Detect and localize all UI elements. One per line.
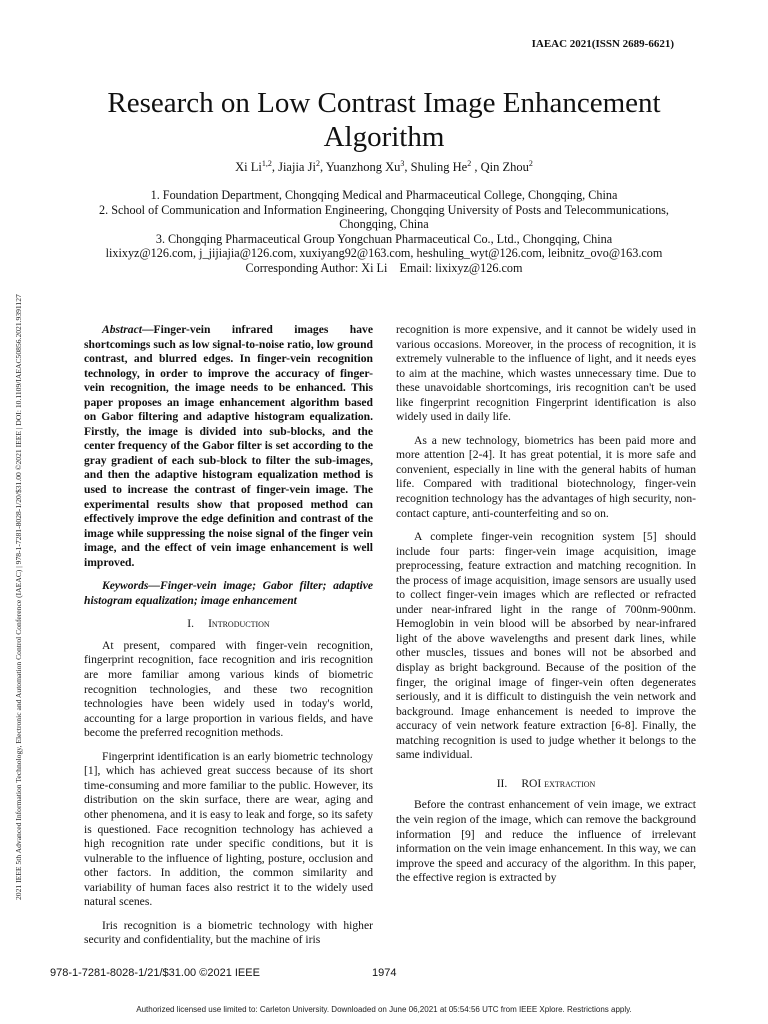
left-column [84, 323, 373, 948]
footer-isbn: 978-1-7281-8028-1/21/$31.00 ©2021 IEEE [50, 967, 260, 979]
title-line-2: Algorithm [323, 121, 445, 153]
paragraph: At present, compared with finger-vein recognition, fingerprint recognition, face recognition and iris recognition are more familiar among various kinds of biometric recognition technologies, and these two recognition technologies have been widely used in today's world, accounting for a large proportion in various fields, and have become the preferred recognition methods. [84, 638, 373, 740]
author-name: Jiajia Ji [278, 160, 316, 175]
author-list: Xi Li$^{1,2}$, Jiajia Ji$^2$, Yuanzhong Xu$^3$, Shuling He$^2$ , Qin Zhou$^2$ [235, 159, 533, 175]
paragraph: As a new technology, biometrics has been paid more and more attention [2-4]. It has great potential, it is more safe and convenient, especially in line with the general habits of human life. Compared with traditional biotechnology, finger-vein recognition technology has the advantages of high security, non-contact capture, anti-counterfeiting and so on. [396, 433, 696, 520]
section-heading-roi [396, 777, 696, 792]
author-name: Shuling He [410, 160, 468, 175]
keywords-text: —Finger-vein image; Gabor filter; adaptive histogram equalization; image enhancement [84, 579, 373, 607]
paper-title [60, 86, 708, 154]
section-title: Introduction [208, 617, 270, 631]
title-line-1: Research on Low Contrast Image Enhancement [107, 87, 661, 119]
affiliations [70, 188, 698, 276]
paragraph: Fingerprint identification is an early biometric technology [1], which has achieved great success because of its short time-consuming and more familiar to the public. However, its distribution on the skin surface, there are wear, aging and other phenomena, and it is easy to leak and forge, so its safety is questioned. Face recognition technology has achieved a high recognition rate under specific conditions, but it is vulnerable to the influence of lighting, posture, occlusion and other factors. In addition, the common similarity and variability of human faces also restrict it to the widely used natural scenes. [84, 749, 373, 909]
author-emails: lixixyz@126.com, j_jijiajia@126.com, xuxiyang92@163.com, heshuling_wyt@126.com, leibnitz_ovo@163.com [105, 246, 663, 261]
section-title: ROI extraction [521, 776, 596, 790]
author-affil-mark: 3 [400, 159, 405, 168]
keywords-label: Keywords [102, 579, 149, 593]
author-affil-mark: 2 [528, 159, 533, 168]
right-column [396, 323, 696, 886]
section-number: II. [496, 776, 508, 790]
author-name: Qin Zhou [480, 160, 529, 175]
license-notice: Authorized licensed use limited to: Carleton University. Downloaded on June 06,2021 at 05:54:56 UTC from IEEE Xplore. Restrictions apply. [136, 1005, 632, 1014]
author-affil-mark: 2 [315, 159, 320, 168]
section-number: I. [187, 617, 195, 631]
corresponding-author: Corresponding Author: Xi Li Email: lixixyz@126.com [245, 260, 523, 275]
author-name: Yuanzhong Xu [325, 160, 401, 175]
paragraph: Iris recognition is a biometric technology with higher security and confidentiality, but the machine of iris [84, 918, 373, 947]
abstract [84, 323, 373, 570]
author-affil-mark: 2 [467, 159, 472, 168]
page-number: 1974 [372, 967, 397, 979]
abstract-text: —Finger-vein infrared images have shortcomings such as low signal-to-noise ratio, low ground contrast, and blurred edges. In finger-vein recognition technology, in order to improve the accuracy of finger-vein recognition, the image needs to be enhanced. This paper proposes an image enhancement algorithm based on Gabor filtering and adaptive histogram equalization. Firstly, the image is divided into sub-blocks, and the center frequency of the Gabor filter is set according to the gray gradient of each sub-block to filter the sub-images, and then the adaptive histogram equalization method is used to increase the contrast of finger-vein image. The experimental results show that proposed method can effectively improve the edge definition and contrast of the image while suppressing the noise signal of the finger vein image, and the effect of vein image enhancement is well improved. [84, 323, 373, 569]
paragraph: Before the contrast enhancement of vein image, we extract the vein region of the image, which can remove the background information [9] and reduce the influence of irrelevant information on the vein image enhancement. In this way, we can improve the speed and accuracy of the algorithm. In this paper, the effective region is extracted by [396, 798, 696, 885]
paragraph: recognition is more expensive, and it cannot be widely used in various occasions. Moreover, in the process of recognition, it is extremely vulnerable to the influence of light, and it needs eyes to aim at the machine, which wastes unnecessary time. Due to these unavoidable shortcomings, iris recognition can't be used like fingerprint recognition Fingerprint identification is also widely used in daily life. [396, 323, 696, 424]
author-affil-mark: 1,2 [261, 159, 272, 168]
section-heading-introduction [84, 617, 373, 632]
side-copyright-note: 2021 IEEE 5th Advanced Information Technology, Electronic and Automation Control Conference (IAEAC) | 978-1-7281-8028-1/20/$31.00 ©2021 IEEE | DOI: 10.1109/IAEAC50856.2021.9391127 [14, 294, 23, 900]
affiliation-line: 1. Foundation Department, Chongqing Medical and Pharmaceutical College, Chongqing, China [150, 188, 618, 202]
conference-header: IAEAC 2021(ISSN 2689-6621) [531, 38, 674, 50]
author-name: Xi Li [235, 160, 262, 175]
affiliation-line: 2. School of Communication and Information Engineering, Chongqing University of Posts and Telecommunications, Chongqing, China [99, 202, 669, 232]
abstract-label: Abstract [102, 323, 142, 336]
affiliation-line: 3. Chongqing Pharmaceutical Group Yongchuan Pharmaceutical Co., Ltd., Chongqing, China [155, 231, 613, 246]
paragraph: A complete finger-vein recognition system [5] should include four parts: finger-vein image acquisition, image preprocessing, feature extraction and matching recognition. In the process of image acquisition, image sensors are usually used to collect finger-vein images which are reflected or refracted under near-infrared light in the range of 700nm-900nm. Hemoglobin in vein blood will be absorbed by near-infrared light of the above wavelengths and present dark lines, while other muscles, tissues and bones will not be absorbed and display as bright background. Because of the position of the finger, the original image of finger-vein often degenerates seriously, and it is difficult to distinguish the vein network and background. Image enhancement is needed to improve the accuracy of vein network feature extraction [6-8]. Finally, the matching recognition is used to judge whether it belongs to the same individual. [396, 530, 696, 762]
keywords [84, 579, 373, 608]
